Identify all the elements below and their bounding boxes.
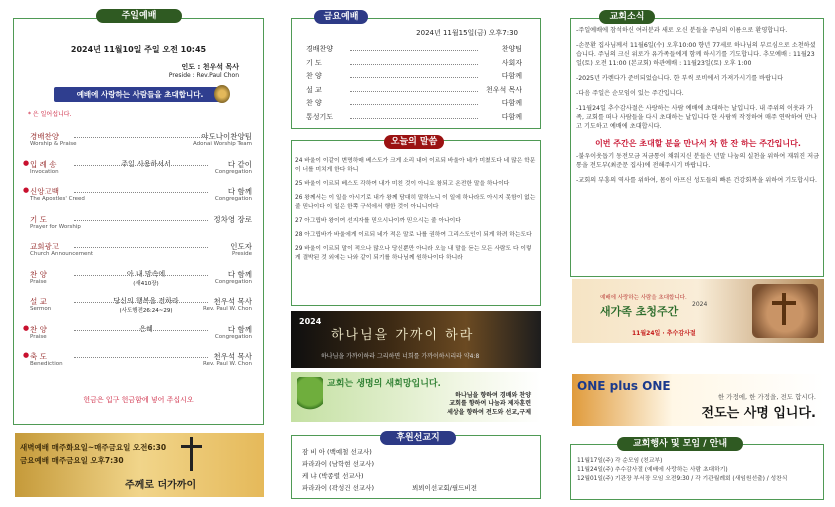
item-title-en: Praise — [30, 278, 47, 285]
item-leader: 정차영 장로 — [213, 214, 252, 224]
banner-main: 하나님을 가까이 하라 — [331, 328, 475, 343]
friday-item — [306, 71, 522, 83]
vision-line: 하나님을 향하여 경배와 찬양 — [455, 392, 531, 399]
cross-icon — [782, 293, 786, 325]
item-title: 찬 양 — [30, 324, 47, 334]
word-header: 오늘의 말씀 — [384, 135, 444, 149]
vision-title: 교회는 생명의 새희망입니다. — [327, 379, 441, 389]
news-item: -손문환 집사님께서 11월6일(수) 오후10:00 향년 77세로 하나님의 부르심으로 소천하셨습니다. 주님의 크신 위로가 유가족들에게 함께 하시기를 기도합니다. 추모예배 : 11월23일(토) 오전 11:00 (본교회) 하관예배 : 11월23일(토) 오후 1:00 — [576, 41, 816, 67]
item-title-en: Prayer for Worship — [30, 223, 81, 230]
friday-item — [306, 58, 522, 70]
verse: 28 아그립바가 바울에게 이르되 네가 적은 말로 나를 권하여 그리스도인이 되게 하려 하는도다 — [295, 231, 532, 238]
news-highlight: 이번 주간은 초대할 분을 만나서 차 한 잔 하는 주간입니다. — [595, 138, 801, 148]
friday-item-title: 통성기도 — [306, 112, 334, 121]
item-leader: 천우석 목사 — [213, 297, 252, 306]
preside-en: Preside : Rev.Paul Chon — [168, 72, 239, 79]
friday-item-leader: 다함께 — [501, 72, 522, 80]
missions-panel — [291, 435, 541, 499]
item-title-en: Sermon — [30, 306, 52, 312]
mission-name: 파라과이 (곽성건 선교사) — [302, 484, 374, 492]
item-title: 입 례 송 — [30, 159, 57, 169]
vision-line: 교회를 향하여 나눔과 제자훈련 — [449, 400, 531, 408]
friday-item-leader: 찬양팀 — [501, 45, 522, 53]
mission-item — [302, 471, 532, 483]
one-plus-one-sub: 한 가정에, 한 가정을, 전도 합시다. — [717, 393, 816, 401]
friday-item-leader: 다함께 — [501, 99, 522, 107]
item-title-en: Benediction — [30, 361, 63, 367]
mission-item — [302, 483, 532, 495]
mission-name: 잠 비 아 (백예철 선교사) — [302, 448, 372, 456]
mission-name: 파라과이 (남학현 선교사) — [302, 460, 374, 468]
item-detail: 주일 사용하셔서 — [121, 159, 171, 168]
item-leader-en: Rev. Paul W. Chon — [203, 361, 252, 367]
item-leader: 아도나이찬양팀 — [201, 132, 252, 141]
item-leader-en: Preside — [231, 251, 252, 257]
sunday-worship-panel — [13, 11, 264, 425]
item-leader-en: Congregation — [214, 196, 252, 202]
news-list — [576, 27, 820, 192]
leader-dots — [74, 220, 208, 221]
leader-dots — [350, 77, 478, 78]
item-detail: 아 내 맘속에 — [126, 269, 166, 278]
item-title: 설 교 — [30, 297, 47, 306]
church-news-header: 교회소식 — [599, 10, 655, 24]
verse: 29 바울이 이르되 말이 적으나 많으나 당신뿐만 아니라 오늘 내 말을 듣는 모든 사람도 다 이렇게 결박된 것 외에는 나와 같이 되기를 하나님께 원하나이다 하니라 — [295, 245, 532, 261]
vision-line: 세상을 향하여 전도와 선교,구제 — [447, 408, 531, 416]
new-family-title: 새가족 초청주간 — [600, 305, 679, 318]
item-leader-en: Congregation — [214, 333, 252, 340]
item-leader: 다 함께 — [227, 269, 252, 279]
event-item: 12월01일(주) 기관장 부서장 모임 오전9:30 / 각 기관월례회 (새임원선출) / 성찬식 — [577, 475, 788, 482]
vision-banner — [291, 372, 541, 422]
star-mark: ● — [23, 186, 30, 194]
leader-dots — [74, 275, 208, 276]
church-news-panel — [570, 12, 824, 277]
verse-list — [295, 157, 537, 268]
leader-dots — [350, 118, 478, 119]
news-item: -주일예배에 참석하신 여러분과 새로 오신 분들을 주님의 이름으로 환영합니다. — [576, 27, 788, 34]
news-item: -11월24일 추수감사절은 사랑하는 사람 예배에 초대하는 날입니다. 내 주위의 이웃과 가족, 교회를 떠나 사람들을 다시 초대하는 날입니다 한 사람씩 작정하여 매주 연락하여 만나고 기도하고 예배에 초대합시다. — [576, 104, 817, 130]
leader-dots — [350, 50, 478, 51]
worship-item — [23, 323, 252, 350]
verse: 27 아그립바 왕이여 선지자를 믿으시나이까 믿으시는 줄 아나이다 — [295, 217, 461, 224]
item-leader-en: Congregation — [214, 168, 252, 175]
verse: 25 바울이 이르되 베스도 각하여 내가 미친 것이 아니요 참되고 온전한 말을 하나이다 — [295, 180, 510, 187]
worship-item — [30, 131, 252, 157]
leader-dots — [350, 91, 478, 92]
mission-name: 케 냐 (박종렬 선교사) — [302, 472, 364, 480]
news-item: -교회의 부흥의 역사를 위하여, 몸이 아프신 성도들의 빠른 건강회복을 위하여 기도합시다. — [576, 177, 818, 185]
worship-item — [23, 186, 252, 212]
tree-icon — [297, 377, 323, 413]
banner-title: 주께로 더가까이 — [125, 480, 197, 491]
friday-worship-header: 금요예배 — [314, 10, 368, 24]
sunday-date: 2024년 11월10일 주일 오전 10:45 — [70, 45, 207, 54]
star-mark: ● — [23, 158, 30, 167]
item-title: 찬 양 — [30, 269, 47, 279]
item-leader-en: Adonai Worship Team — [192, 141, 252, 147]
item-leader-en: Rev. Paul W. Chon — [203, 306, 252, 312]
cross-bar — [181, 445, 202, 448]
item-leader: 천우석 목사 — [213, 352, 252, 361]
friday-item — [306, 112, 522, 124]
banner-year: 2024 — [299, 317, 322, 326]
dawn-friday-banner — [15, 433, 264, 497]
friday-worship-panel — [291, 12, 541, 129]
item-title: 신앙고백 — [30, 187, 59, 196]
star-mark: ● — [23, 323, 30, 332]
draw-near-banner — [291, 311, 541, 368]
preside-ko: 인도 : 천우석 목사 — [181, 63, 239, 71]
events-header: 교회행사 및 모임 / 안내 — [617, 437, 743, 451]
welcome-text: 예배에 사랑하는 사람들을 초대합니다. — [76, 90, 204, 99]
star-mark: ● — [23, 351, 30, 359]
stand-note: * 은 일어섭니다. — [28, 111, 72, 118]
welcome-banner — [54, 87, 226, 102]
item-leader: 다 함께 — [227, 324, 252, 334]
dawn-service-line: 새벽예배 매주화요일~매주금요일 오전6:30 — [20, 443, 167, 452]
mission-list — [302, 447, 532, 495]
item-detail: 당신의 행복을 전하라 — [113, 297, 179, 305]
friday-service-line: 금요예배 매주금요일 오후7:30 — [20, 456, 124, 465]
worship-item — [23, 351, 252, 377]
sunday-worship-header: 주일예배 — [96, 9, 182, 23]
item-leader: 다 함께 — [227, 187, 252, 196]
one-plus-one-main: 전도는 사명 입니다. — [701, 406, 816, 421]
order-of-worship — [23, 131, 252, 381]
verse: 26 왕께서는 이 일을 아시기로 내가 왕께 담대히 말하노니 이 일에 하나라도 아시지 못함이 없는 줄 믿나이다 이 일은 한쪽 구석에서 행한 것이 아니니이다 — [295, 194, 536, 210]
friday-order — [306, 44, 522, 124]
friday-item-title: 설 교 — [306, 85, 322, 94]
event-list — [577, 457, 821, 484]
worship-item — [30, 241, 252, 267]
item-detail-sub: (새410장) — [133, 280, 159, 287]
news-item: -2025년 카렌다가 준비되었습니다. 한 부씩 로비에서 가져가시기를 바랍니다 — [576, 74, 784, 82]
item-title: 교회광고 — [30, 242, 59, 251]
item-title: 기 도 — [30, 214, 47, 224]
mission-item — [302, 459, 532, 471]
news-item: -불우이웃돕기 동전모금 저금통이 채워지신 분들은 년말 나눔의 실천을 위하여 재워진 저금통을 전도부(최준문 집사)에 전해주시기 바랍니다. — [576, 153, 820, 170]
item-detail-sub: (사도행전26:24~29) — [119, 308, 173, 314]
leader-dots — [74, 330, 208, 331]
friday-item-leader: 사회자 — [501, 58, 522, 67]
one-plus-one-title: ONE plus ONE — [577, 379, 671, 393]
worship-item — [30, 269, 252, 295]
missions-header: 후원선교지 — [380, 431, 456, 445]
leader-dots — [350, 104, 478, 105]
new-family-year: 2024 — [692, 301, 708, 308]
item-title-en: The Apostles' Creed — [30, 196, 85, 202]
friday-item-title: 찬 양 — [306, 72, 322, 80]
friday-item — [306, 85, 522, 97]
news-item: -다음 주일은 순모임이 있는 주간입니다. — [576, 89, 684, 97]
verse: 24 바울이 이같이 변명하매 베스도가 크게 소리 내어 이르되 바울아 네가 미쳤도다 네 많은 학문이 너를 미치게 한다 하니 — [295, 158, 536, 173]
item-title-en: Church Announcement — [30, 251, 94, 257]
new-family-top: 예배에 사랑하는 사람을 초대합니다. — [600, 295, 687, 301]
friday-date: 2024년 11월15일(금) 오후7:30 — [416, 29, 518, 37]
leader-dots — [74, 357, 208, 358]
friday-item-leader: 다함께 — [501, 112, 522, 121]
item-title-en: Praise — [30, 333, 47, 340]
leader-dots — [74, 192, 208, 193]
friday-item-title: 찬 양 — [306, 99, 322, 107]
worship-item — [30, 214, 252, 240]
new-family-sub: 11월24일 · 추수감사절 — [632, 330, 696, 337]
friday-item — [306, 44, 522, 56]
new-family-banner — [572, 279, 824, 343]
event-item: 11월24일(주) 추수감사절 (예배에 사랑하는 사람 초대하기) — [577, 466, 728, 473]
leader-dots — [74, 137, 208, 138]
item-leader: 인도자 — [230, 242, 252, 251]
events-panel — [570, 439, 824, 500]
mission-org: 뵈뵈이선교회/필드비전 — [412, 484, 477, 492]
one-plus-one-banner — [572, 374, 824, 426]
event-item: 11월17일(주) 각 순모임 (친교부) — [577, 458, 663, 464]
friday-item — [306, 98, 522, 110]
worship-item — [30, 296, 252, 322]
leader-dots — [74, 247, 208, 248]
vision-lines — [381, 392, 531, 417]
item-title-en: Invocation — [30, 168, 59, 175]
leader-dots — [74, 302, 208, 303]
offering-note: 헌금은 입구 헌금함에 넣어 주십시오 — [83, 396, 194, 404]
leader-dots — [350, 64, 478, 65]
item-title-en: Worship & Praise — [30, 141, 77, 147]
item-detail: 은혜 — [139, 324, 153, 333]
flower-icon — [214, 85, 230, 103]
worship-item — [23, 158, 252, 185]
friday-item-title: 경배찬양 — [306, 45, 334, 53]
friday-item-leader: 천우석 목사 — [485, 85, 522, 94]
word-panel — [291, 137, 541, 306]
leader-dots — [74, 165, 208, 166]
item-title: 경배찬양 — [30, 132, 59, 141]
item-leader-en: Congregation — [214, 278, 252, 285]
mission-item — [302, 447, 532, 459]
cross-bar — [772, 301, 796, 305]
friday-item-title: 기 도 — [306, 58, 322, 67]
item-title: 축 도 — [30, 352, 47, 361]
banner-verse: 하나님을 가까이하라 그리하면 너희를 가까이하시리라 약4:8 — [321, 353, 480, 360]
item-leader: 다 같이 — [227, 159, 252, 169]
cross-icon — [190, 437, 193, 471]
